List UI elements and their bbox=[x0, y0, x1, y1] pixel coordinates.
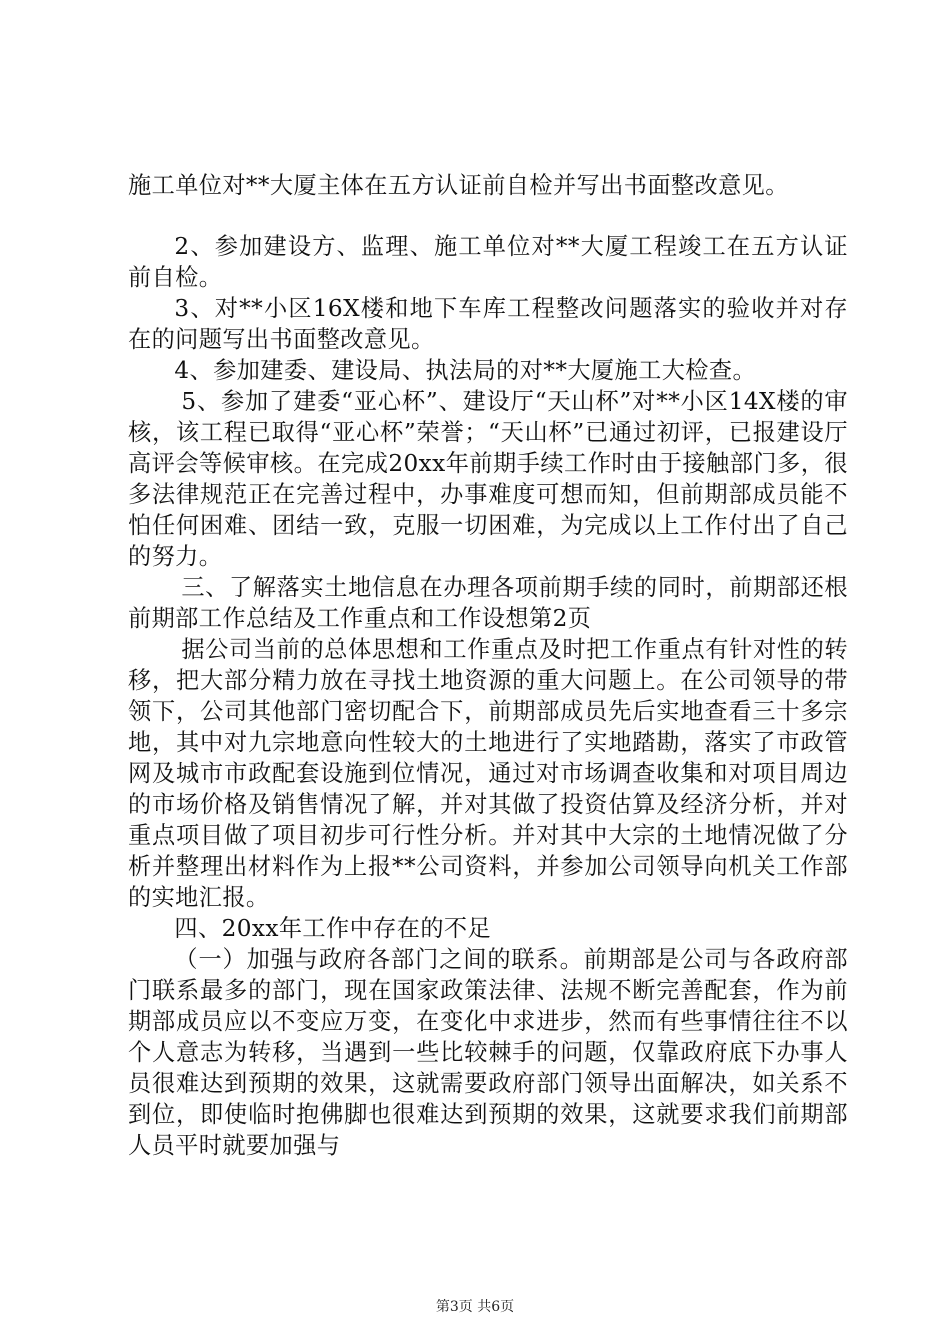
paragraph-shortcoming-1: （一）加强与政府各部门之间的联系。前期部是公司与各政府部门联系最多的部门，现在国家政策法律、法规不断完善配套，作为前期部成员应以不变应万变，在变化中求进步，然而有些事情往往不以个人意志为转移，当遇到一些比较棘手的问题，仅靠政府底下办事人员很难达到预期的效果，这就需要政府部门领导出面解决，如关系不到位，即使临时抱佛脚也很难达到预期的效果，这就要求我们前期部人员平时就要加强与 bbox=[128, 946, 848, 1159]
page-footer: 第3页 共6页 bbox=[435, 1299, 515, 1315]
paragraph-item-2: 2、参加建设方、监理、施工单位对**大厦工程竣工在五方认证前自检。 bbox=[128, 233, 848, 291]
paragraph-item-3: 3、对**小区16X楼和地下车库工程整改问题落实的验收并对存在的问题写出书面整改意见。 bbox=[128, 295, 848, 353]
paragraph-land-info: 据公司当前的总体思想和工作重点及时把工作重点有针对性的转移，把大部分精力放在寻找土地资源的重大问题上。在公司领导的带领下，公司其他部门密切配合下，前期部成员先后实地查看三十多宗地，其中对九宗地意向性较大的土地进行了实地踏勘，落实了市政管网及城市市政配套设施到位情况，通过对市场调查收集和对项目周边的市场价格及销售情况了解，并对其做了投资估算及经济分析，并对重点项目做了项目初步可行性分析。并对其中大宗的土地情况做了分析并整理出材料作为上报**公司资料，并参加公司领导向机关工作部的实地汇报。 bbox=[128, 636, 848, 911]
paragraph-item-4: 4、参加建委、建设局、执法局的对**大厦施工大检查。 bbox=[174, 357, 757, 384]
paragraph-item-5: 5、参加了建委“亚心杯”、建设厅“天山杯”对**小区14X楼的审核，该工程已取得“亚心杯”荣誉；“天山杯”已通过初评，已报建设厅高评会等候审核。在完成20xx年前期手续工作时由于接触部门多，很多法律规范正在完善过程中，办事难度可想而知，但前期部成员能不怕任何困难、团结一致，克服一切困难，为完成以上工作付出了自己的努力。 bbox=[128, 388, 848, 570]
section-heading-4: 四、20xx年工作中存在的不足 bbox=[174, 915, 492, 942]
section-heading-3: 三、了解落实土地信息在办理各项前期手续的同时，前期部还根前期部工作总结及工作重点和工作设想第2页 bbox=[128, 574, 848, 632]
document-body bbox=[128, 170, 848, 1161]
paragraph-continuation: 施工单位对**大厦主体在五方认证前自检并写出书面整改意见。 bbox=[128, 172, 789, 199]
